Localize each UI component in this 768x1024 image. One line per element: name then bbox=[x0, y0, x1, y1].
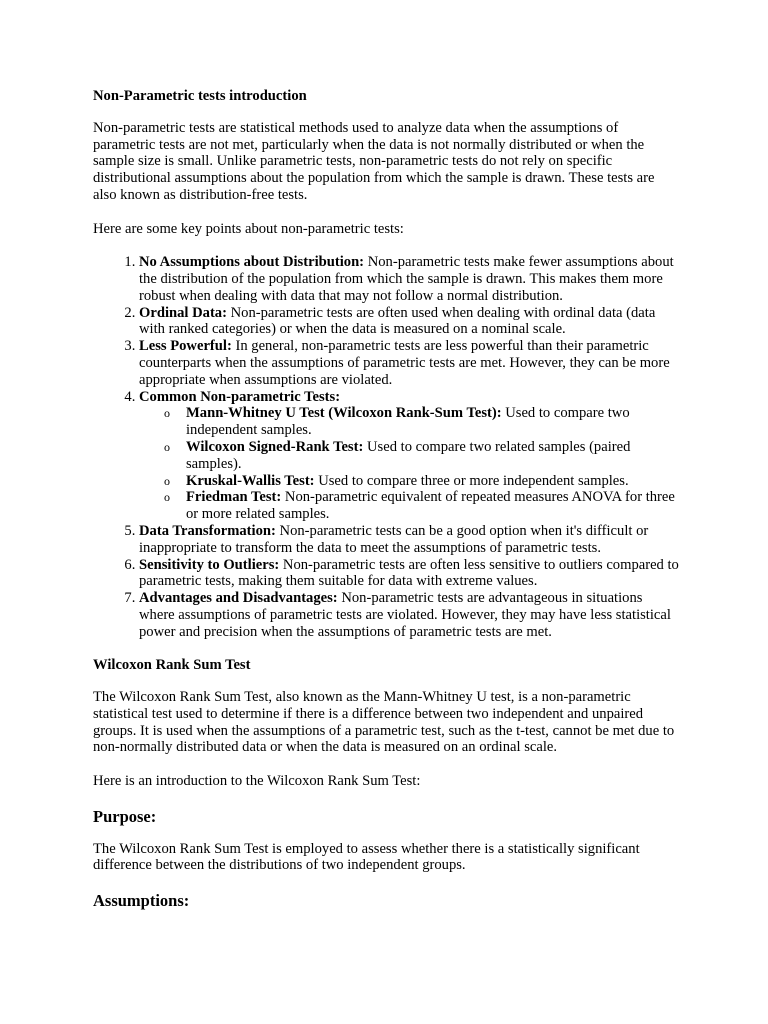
point-title: Common Non-parametric Tests: bbox=[139, 388, 341, 405]
test-title: Wilcoxon Signed-Rank Test: bbox=[186, 438, 364, 455]
point-text: Non-parametric tests are advantageous in situations where assumptions of parametric tests are violated. However, they may have less statistical power and precision when the assumptions of parametric tests are met. bbox=[139, 590, 671, 640]
list-item bbox=[139, 254, 681, 304]
list-item bbox=[139, 338, 681, 388]
point-text: Non-parametric tests are often used when dealing with ordinal data (data with ranked categories) or when the data is measured on a nominal scale. bbox=[139, 304, 656, 338]
point-title: Less Powerful: bbox=[139, 338, 232, 355]
test-title: Mann-Whitney U Test (Wilcoxon Rank-Sum Test): bbox=[186, 405, 502, 422]
key-points-intro: Here are some key points about non-parametric tests: bbox=[93, 220, 404, 237]
list-item bbox=[139, 305, 681, 339]
list-item bbox=[139, 557, 681, 591]
sub-list-item bbox=[164, 489, 681, 523]
section-heading-purpose: Purpose: bbox=[93, 806, 157, 826]
test-text: Non-parametric equivalent of repeated measures ANOVA for three or more related samples. bbox=[186, 489, 675, 523]
document-page bbox=[93, 88, 681, 925]
point-title: Data Transformation: bbox=[139, 522, 276, 539]
bullet-icon: o bbox=[164, 406, 170, 421]
test-text: Used to compare three or more independent samples. bbox=[314, 472, 629, 489]
sub-list-item bbox=[164, 472, 681, 490]
section-heading-wilcoxon: Wilcoxon Rank Sum Test bbox=[93, 657, 251, 674]
section-heading-assumptions: Assumptions: bbox=[93, 891, 190, 911]
bullet-icon: o bbox=[164, 490, 170, 505]
test-title: Kruskal-Wallis Test: bbox=[186, 472, 315, 489]
point-text: Non-parametric tests can be a good option when it's difficult or inappropriate to transform the data to meet the assumptions of parametric tests. bbox=[139, 522, 649, 556]
list-item bbox=[139, 590, 681, 640]
intro-paragraph: Non-parametric tests are statistical methods used to analyze data when the assumptions of parametric tests are not met, particularly when the data is not normally distributed or when the sample size is small. Unlike parametric tests, non-parametric tests do not rely on specific distributional assumptions about the population from which the sample is drawn. These tests are also known as distribution-free tests. bbox=[93, 119, 655, 203]
sub-list-item bbox=[164, 438, 681, 473]
bullet-icon: o bbox=[164, 473, 170, 488]
wilcoxon-paragraph: The Wilcoxon Rank Sum Test, also known as the Mann-Whitney U test, is a non-parametric statistical test used to determine if there is a difference between two independent and unpaired groups. It is used when the assumptions of a parametric test, such as the t-test, cannot be met due to non-normally distributed data or when the data is measured on an ordinal scale. bbox=[93, 689, 675, 756]
point-title: Advantages and Disadvantages: bbox=[139, 590, 338, 607]
point-title: Sensitivity to Outliers: bbox=[139, 556, 280, 573]
point-title: Ordinal Data: bbox=[139, 304, 227, 321]
point-title: No Assumptions about Distribution: bbox=[139, 254, 365, 271]
point-text: Non-parametric tests are often less sensitive to outliers compared to parametric tests, making them suitable for data with extreme values. bbox=[139, 556, 679, 590]
section-heading-nonparametric: Non-Parametric tests introduction bbox=[93, 88, 307, 104]
point-text: In general, non-parametric tests are less powerful than their parametric counterparts when the assumptions of parametric tests are met. However, they can be more appropriate when assumptions are violated. bbox=[139, 338, 670, 388]
test-text: Used to compare two related samples (paired samples). bbox=[186, 438, 631, 472]
purpose-paragraph: The Wilcoxon Rank Sum Test is employed to assess whether there is a statistically significant difference between the distributions of two independent groups. bbox=[93, 840, 640, 874]
test-text: Used to compare two independent samples. bbox=[186, 405, 630, 439]
list-item bbox=[139, 389, 681, 523]
list-item bbox=[139, 523, 681, 557]
key-points-list bbox=[93, 254, 681, 640]
sub-list-item bbox=[164, 405, 681, 439]
bullet-icon: o bbox=[164, 439, 170, 454]
point-text: Non-parametric tests make fewer assumptions about the distribution of the population from which the sample is drawn. This makes them more robust when dealing with data that may not follow a normal distribution. bbox=[139, 254, 674, 304]
wilcoxon-intro: Here is an introduction to the Wilcoxon Rank Sum Test: bbox=[93, 773, 421, 790]
common-tests-sublist bbox=[139, 405, 681, 523]
test-title: Friedman Test: bbox=[186, 489, 282, 506]
